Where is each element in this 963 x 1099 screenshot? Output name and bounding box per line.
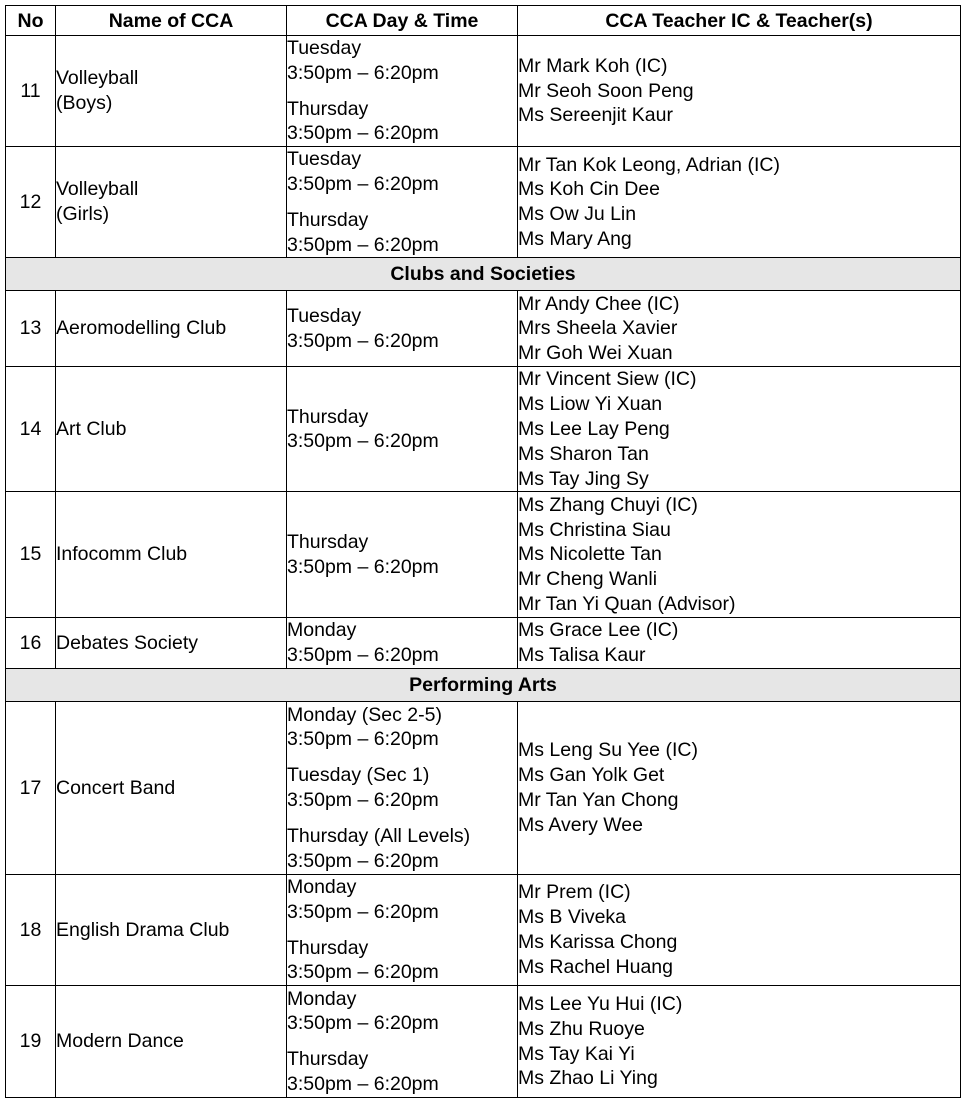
category-row-performing-arts (6, 668, 961, 701)
cca-number: 12 (6, 147, 56, 258)
cca-teachers (518, 492, 961, 618)
table-row (6, 147, 961, 258)
schedule-slot (287, 987, 517, 1037)
teacher-name: Ms Zhao Li Ying (518, 1067, 658, 1090)
cca-teachers (518, 36, 961, 147)
schedule-day: Monday (287, 875, 357, 898)
teacher-name: Ms Talisa Kaur (518, 644, 646, 667)
teacher-name: Ms Liow Yi Xuan (518, 393, 663, 416)
cca-teachers (518, 367, 961, 492)
teacher-name: Mr Tan Kok Leong, Adrian (IC) (518, 153, 780, 176)
schedule-day: Thursday (287, 531, 369, 554)
cca-name (56, 291, 287, 367)
teacher-name: Mr Vincent Siew (IC) (518, 368, 697, 391)
cca-name-line: Modern Dance (56, 1030, 184, 1053)
schedule-day: Thursday (287, 1048, 369, 1071)
category-heading: Performing Arts (6, 668, 961, 701)
schedule-day: Tuesday (287, 148, 362, 171)
schedule-time: 3:50pm – 6:20pm (287, 61, 439, 84)
header-name: Name of CCA (56, 6, 287, 36)
table-row (6, 618, 961, 669)
cca-number: 13 (6, 291, 56, 367)
schedule-time: 3:50pm – 6:20pm (287, 900, 439, 923)
table-row (6, 492, 961, 618)
cca-name (56, 36, 287, 147)
schedule-time: 3:50pm – 6:20pm (287, 644, 439, 667)
cca-name (56, 986, 287, 1098)
teacher-name: Ms Gan Yolk Get (518, 764, 665, 787)
cca-teachers (518, 618, 961, 669)
schedule-time: 3:50pm – 6:20pm (287, 728, 439, 751)
schedule-day: Thursday (287, 208, 369, 231)
cca-name-line: Debates Society (56, 631, 198, 654)
cca-day-time (287, 492, 518, 618)
header-no: No (6, 6, 56, 36)
schedule-slot (287, 703, 517, 753)
schedule-day: Tuesday (Sec 1) (287, 764, 430, 787)
teacher-name: Ms Koh Cin Dee (518, 178, 660, 201)
category-row-clubs-and-societies (6, 258, 961, 291)
schedule-time: 3:50pm – 6:20pm (287, 430, 439, 453)
schedule-day: Thursday (287, 97, 369, 120)
schedule-time: 3:50pm – 6:20pm (287, 849, 439, 872)
cca-name (56, 618, 287, 669)
header-teachers: CCA Teacher IC & Teacher(s) (518, 6, 961, 36)
teacher-name: Ms Tay Kai Yi (518, 1042, 635, 1065)
schedule-slot (287, 618, 517, 668)
teacher-name: Ms Tay Jing Sy (518, 467, 649, 490)
table-row (6, 986, 961, 1098)
schedule-day: Monday (287, 987, 357, 1010)
schedule-slot (287, 208, 517, 258)
cca-name-line: Volleyball (56, 67, 139, 90)
teacher-name: Ms Ow Ju Lin (518, 203, 637, 226)
cca-name-line: Aeromodelling Club (56, 317, 227, 340)
cca-number: 19 (6, 986, 56, 1098)
teacher-name: Ms Nicolette Tan (518, 543, 662, 566)
schedule-slot (287, 304, 517, 354)
cca-teachers (518, 291, 961, 367)
schedule-slot (287, 405, 517, 455)
table-row (6, 701, 961, 874)
cca-day-time (287, 618, 518, 669)
teacher-name: Mr Goh Wei Xuan (518, 342, 673, 365)
header-day-time: CCA Day & Time (287, 6, 518, 36)
schedule-time: 3:50pm – 6:20pm (287, 961, 439, 984)
schedule-slot (287, 936, 517, 986)
cca-teachers (518, 147, 961, 258)
teacher-name: Ms B Viveka (518, 906, 627, 929)
schedule-time: 3:50pm – 6:20pm (287, 1012, 439, 1035)
teacher-name: Ms Sharon Tan (518, 442, 649, 465)
schedule-day: Monday (Sec 2-5) (287, 703, 442, 726)
cca-name-line: (Boys) (56, 92, 113, 115)
schedule-time: 3:50pm – 6:20pm (287, 329, 439, 352)
schedule-slot (287, 147, 517, 197)
schedule-time: 3:50pm – 6:20pm (287, 172, 439, 195)
schedule-day: Thursday (287, 405, 369, 428)
schedule-time: 3:50pm – 6:20pm (287, 122, 439, 145)
table-row (6, 367, 961, 492)
schedule-time: 3:50pm – 6:20pm (287, 555, 439, 578)
schedule-slot (287, 824, 517, 874)
cca-name (56, 492, 287, 618)
teacher-name: Ms Leng Su Yee (IC) (518, 739, 698, 762)
cca-name (56, 367, 287, 492)
teacher-name: Mrs Sheela Xavier (518, 317, 678, 340)
table-row (6, 36, 961, 147)
table-header-row (6, 6, 961, 36)
schedule-slot (287, 1047, 517, 1097)
cca-name-line: Infocomm Club (56, 543, 188, 566)
teacher-name: Ms Lee Lay Peng (518, 417, 670, 440)
schedule-slot (287, 530, 517, 580)
cca-day-time (287, 986, 518, 1098)
cca-day-time (287, 36, 518, 147)
teacher-name: Mr Tan Yan Chong (518, 788, 679, 811)
schedule-day: Tuesday (287, 305, 362, 328)
cca-number: 17 (6, 701, 56, 874)
teacher-name: Ms Sereenjit Kaur (518, 104, 673, 127)
cca-teachers (518, 874, 961, 985)
teacher-name: Ms Grace Lee (IC) (518, 619, 679, 642)
teacher-name: Ms Rachel Huang (518, 955, 673, 978)
cca-day-time (287, 147, 518, 258)
teacher-name: Ms Karissa Chong (518, 931, 678, 954)
schedule-day: Thursday (287, 936, 369, 959)
cca-number: 16 (6, 618, 56, 669)
table-row (6, 874, 961, 985)
cca-name-line: Concert Band (56, 776, 176, 799)
teacher-name: Ms Mary Ang (518, 228, 632, 251)
teacher-name: Ms Zhang Chuyi (IC) (518, 493, 698, 516)
cca-name (56, 701, 287, 874)
teacher-name: Mr Seoh Soon Peng (518, 79, 694, 102)
category-heading: Clubs and Societies (6, 258, 961, 291)
cca-table (5, 5, 961, 1098)
schedule-slot (287, 763, 517, 813)
cca-day-time (287, 701, 518, 874)
teacher-name: Ms Lee Yu Hui (IC) (518, 993, 683, 1016)
teacher-name: Ms Zhu Ruoye (518, 1017, 645, 1040)
schedule-slot (287, 97, 517, 147)
cca-number: 15 (6, 492, 56, 618)
teacher-name: Mr Andy Chee (IC) (518, 292, 680, 315)
table-row (6, 291, 961, 367)
cca-number: 14 (6, 367, 56, 492)
cca-teachers (518, 701, 961, 874)
teacher-name: Ms Avery Wee (518, 813, 643, 836)
cca-name-line: Volleyball (56, 178, 139, 201)
schedule-slot (287, 875, 517, 925)
cca-day-time (287, 291, 518, 367)
cca-name-line: English Drama Club (56, 918, 230, 941)
cca-number: 11 (6, 36, 56, 147)
cca-name-line: Art Club (56, 417, 127, 440)
teacher-name: Ms Christina Siau (518, 518, 671, 541)
cca-name-line: (Girls) (56, 203, 110, 226)
schedule-time: 3:50pm – 6:20pm (287, 1072, 439, 1095)
teacher-name: Mr Cheng Wanli (518, 568, 658, 591)
teacher-name: Mr Tan Yi Quan (Advisor) (518, 593, 736, 616)
cca-day-time (287, 367, 518, 492)
cca-number: 18 (6, 874, 56, 985)
schedule-time: 3:50pm – 6:20pm (287, 788, 439, 811)
schedule-day: Tuesday (287, 37, 362, 59)
schedule-slot (287, 36, 517, 86)
schedule-day: Monday (287, 619, 357, 642)
teacher-name: Mr Mark Koh (IC) (518, 54, 668, 77)
cca-teachers (518, 986, 961, 1098)
schedule-time: 3:50pm – 6:20pm (287, 233, 439, 256)
teacher-name: Mr Prem (IC) (518, 881, 631, 904)
cca-day-time (287, 874, 518, 985)
cca-name (56, 874, 287, 985)
schedule-day: Thursday (All Levels) (287, 824, 471, 847)
cca-name (56, 147, 287, 258)
